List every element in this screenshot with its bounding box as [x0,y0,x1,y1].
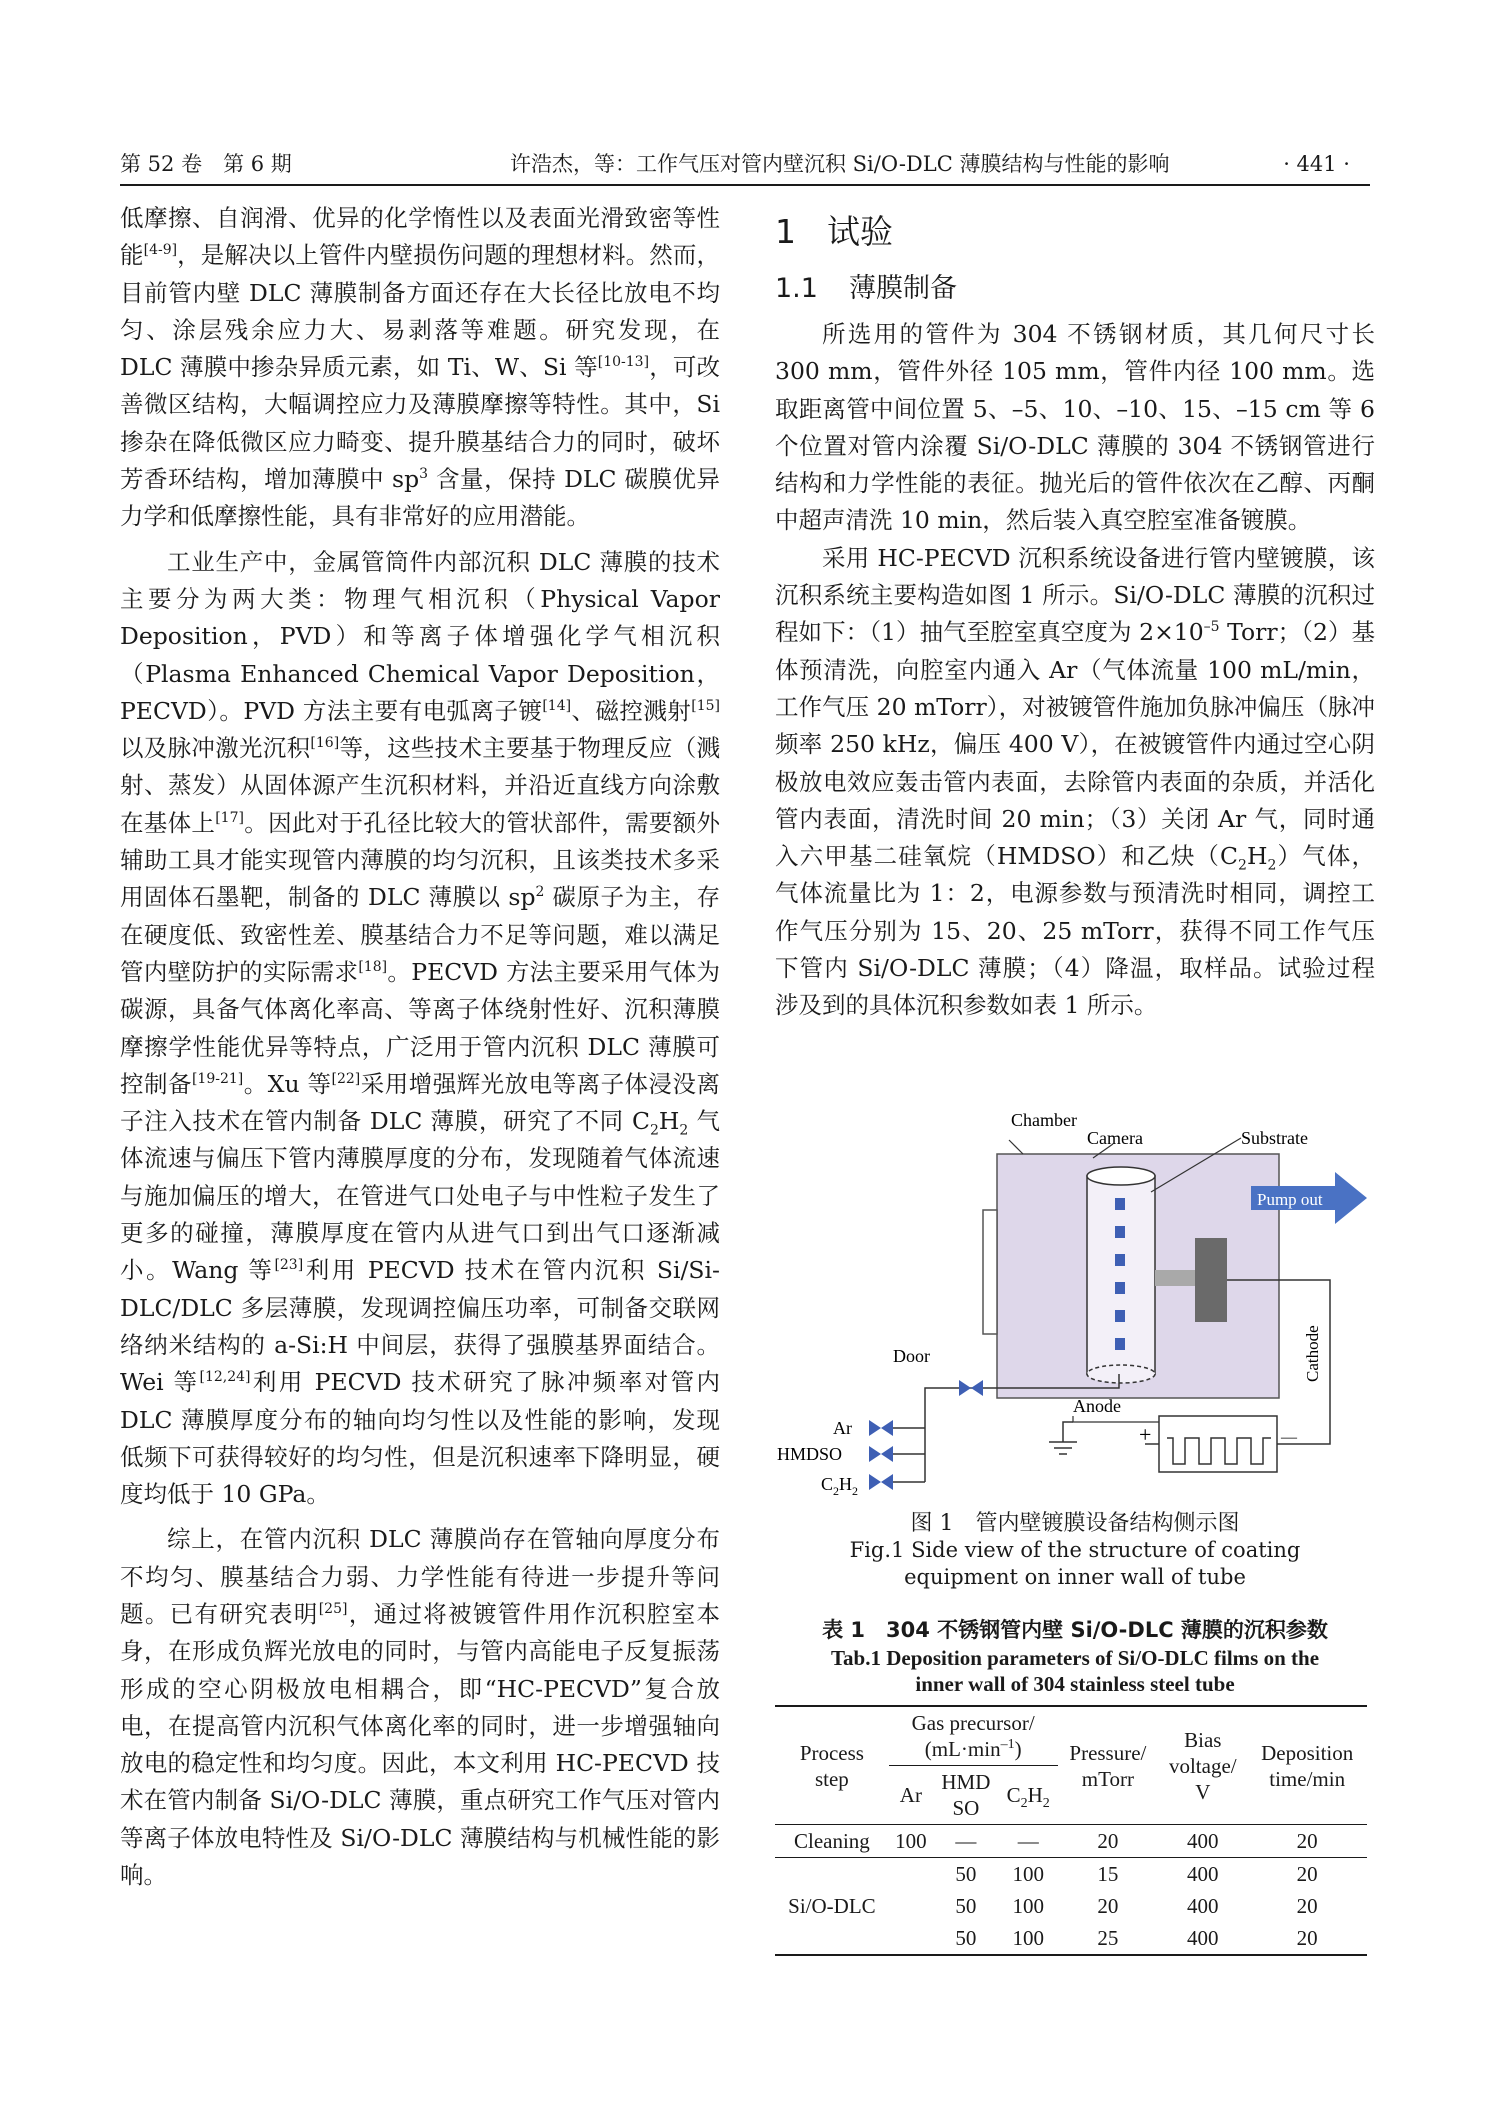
table-row [775,1858,1367,1891]
cell-hmdso: 50 [955,1894,977,1918]
hmdso-label: HMDSO [777,1444,843,1464]
journal-volume-issue: 第 52 卷 第 6 期 [120,152,292,176]
sample-dot [1115,1226,1125,1238]
cell-hmdso: 50 [933,1858,999,1891]
substrate-label: Substrate [1241,1128,1308,1148]
running-header [120,140,1370,186]
cell-c2h2: 100 [1012,1894,1044,1918]
sample-dot [1115,1254,1125,1266]
cathode-label: Cathode [1303,1325,1322,1382]
paragraph-summary: 综上，在管内沉积 DLC 薄膜尚存在管轴向厚度分布不均匀、膜基结合力弱、力学性能有待进一步提升等问题。已有研究表明[25]，通过将被镀管件用作沉积腔室本身，在形成负辉光放电的同时，与管内高能电子反复振荡形成的空心阴极放电相耦合，即“HC-PECVD”复合放电，在提高管内沉积气体离化率的同时，进一步增强轴向放电的稳定性和均匀度。因此，本文利用 HC-PECVD 技术在管内制备 Si/O-DLC 薄膜，重点研究工作气压对管内等离子体放电特性及 Si/O-DLC 薄膜结构与机械性能的影响。 [120,1525,721,1890]
table-caption-en-line2: inner wall of 304 stainless steel tube [915,1672,1235,1696]
table-1-caption [775,1615,1375,1697]
cell-bias: 400 [1158,1825,1247,1858]
door-label: Door [893,1346,930,1366]
deposition-parameters-table [775,1705,1367,1956]
table-header-row-1 [775,1706,1367,1766]
header-hmdso: HMD SO [941,1770,991,1820]
tube-bottom-edge [1087,1365,1155,1383]
cell-c2h2: — [999,1825,1058,1858]
paragraph-sample-prep: 所选用的管件为 304 不锈钢材质，其几何尺寸长 300 mm，管件外径 105 mm，管件内径 100 mm。选取距离管中间位置 5、–5、10、–10、15、–15 cm 等 6 个位置对管内涂覆 Si/O-DLC 薄膜的 304 不锈钢管进行结构和力学性能的表征。抛光后的管件依次在乙醇、丙酮中超声清洗 10 min，然后装入真空腔室准备镀膜。 [775,320,1375,535]
section-heading-1-1: 1.1 薄膜制备 [775,273,957,304]
table-caption-en-line1: Tab.1 Deposition parameters of Si/O-DLC films on the [830,1646,1320,1670]
tube-top-opening [1087,1167,1155,1185]
cell-ar [889,1922,933,1955]
cell-bias: 400 [1187,1894,1219,1918]
header-pressure: Pressure/ mTorr [1069,1740,1147,1791]
header-ar: Ar [899,1783,922,1807]
cell-pressure: 20 [1097,1894,1119,1918]
chamber-door [983,1210,997,1334]
c2h2-label: $C_2H_2$ [821,1474,859,1498]
table-row [775,1825,1367,1858]
cell-hmdso: — [933,1825,999,1858]
cell-step: Cleaning [775,1825,889,1858]
cell-ar [889,1890,933,1922]
main-valve-icon [959,1380,983,1396]
cell-ar [889,1858,933,1891]
substrate-holder [1195,1238,1227,1322]
figure-caption-cn: 图 1 管内壁镀膜设备结构侧示图 [910,1511,1240,1536]
cell-time: 20 [1296,1926,1318,1950]
ground-icon [1049,1442,1077,1454]
table-caption-cn: 表 1 304 不锈钢管内壁 Si/O-DLC 薄膜的沉积参数 [822,1618,1328,1642]
camera-label: Camera [1087,1128,1143,1148]
c2h2-valve-icon [869,1474,893,1490]
negative-terminal-label: — [1281,1429,1297,1446]
figure-caption-en-line2: equipment on inner wall of tube [904,1565,1246,1589]
sample-dot [1115,1338,1125,1350]
cell-ar: 100 [889,1825,933,1858]
figure-1-caption [775,1510,1375,1591]
substrate-connector [1155,1270,1195,1286]
paragraph-methods-review: 工业生产中，金属管筒件内部沉积 DLC 薄膜的技术主要分为两大类：物理气相沉积（Physical Vapor Deposition，PVD）和等离子体增强化学气相沉积（Plasma Enhanced Chemical Vapor Deposition，PECVD）。PVD 方法主要有电弧离子镀[14]、磁控溅射[15]以及脉冲激光沉积[16]等，这些技术主要基于物理反应（溅射、蒸发）从固体源产生沉积材料，并沿近直线方向涂敷在基体上[17]。因此对于孔径比较大的管状部件，需要额外辅助工具才能实现管内薄膜的均匀沉积，且该类技术多采用固体石墨靶，制备的 DLC 薄膜以 $sp^2$ 碳原子为主，存在硬度低、致密性差、膜基结合力不足等问题，难以满足管内壁防护的实际需求[18]。PECVD 方法主要采用气体为碳源，具备气体离化率高、等离子体绕射性好、沉积薄膜摩擦学性能优异等特点，广泛用于管内沉积 DLC 薄膜可控制备[19-21]。Xu 等[22]采用增强辉光放电等离子体浸没离子注入技术在管内制备 DLC 薄膜，研究了不同 $C_2H_2$ 气体流速与偏压下管内薄膜厚度的分布，发现随着气体流速与施加偏压的增大，在管进气口处电子与中性粒子发生了更多的碰撞，薄膜厚度在管内从进气口到出气口逐渐减小。Wang 等[23]利用 PECVD 技术在管内沉积 Si/Si-DLC/DLC 多层薄膜，发现调控偏压功率，可制备交联网络纳米结构的 a-Si:H 中间层，获得了强膜基界面结合。Wei 等[12,24]利用 PECVD 技术研究了脉冲频率对管内 DLC 薄膜厚度分布的轴向均匀性以及性能的影响，发现低频下可获得较好的均匀性，但是沉积速率下降明显，硬度均低于 10 GPa。 [120,547,721,1509]
equipment-diagram [775,1098,1375,1518]
cell-pressure: 20 [1058,1825,1159,1858]
cell-c2h2: 100 [1012,1926,1044,1950]
header-rule [120,184,1370,186]
cell-c2h2: 100 [999,1858,1058,1891]
header-c2h2: $C_2H_2$ [1006,1783,1050,1812]
cell-time: 20 [1296,1894,1318,1918]
left-column [120,200,720,1894]
right-column [775,200,1375,1025]
cell-hmdso: 50 [955,1926,977,1950]
figure-caption-en-line1: Fig.1 Side view of the structure of coating [849,1538,1301,1562]
ar-valve-icon [869,1420,893,1436]
cell-step: Si/O-DLC [775,1858,889,1956]
chamber-leader [1009,1140,1023,1154]
ar-label: Ar [833,1418,852,1438]
header-bias-voltage: Bias voltage/ V [1168,1727,1237,1804]
cell-bias: 400 [1187,1926,1219,1950]
cell-pressure: 15 [1058,1858,1159,1891]
page-number: · 441 · [1283,152,1350,176]
header-gas-precursor: Gas precursor/ $(mL\cdot\min^{-1})$ [889,1706,1058,1766]
section-heading-1: 1 试验 [775,212,893,251]
figure-1-schematic [775,1098,1375,1558]
anode-label: Anode [1073,1396,1121,1416]
ground-wire [1063,1422,1073,1442]
positive-terminal-label: + [1139,1422,1152,1447]
pump-out-label: Pump out [1257,1190,1323,1209]
running-title: 许浩杰，等：工作气压对管内壁沉积 Si/O-DLC 薄膜结构与性能的影响 [510,152,1170,176]
cell-pressure: 25 [1097,1926,1119,1950]
sample-dot [1115,1198,1125,1210]
chamber-label: Chamber [1011,1110,1077,1130]
sample-dot [1115,1282,1125,1294]
paragraph-intro-continued: 低摩擦、自润滑、优异的化学惰性以及表面光滑致密等性能[4-9]，是解决以上管件内壁损伤问题的理想材料。然而，目前管内壁 DLC 薄膜制备方面还存在大长径比放电不均匀、涂层残余应力大、易剥落等难题。研究发现，在 DLC 薄膜中掺杂异质元素，如 Ti、W、Si 等[10-13]，可改善微区结构，大幅调控应力及薄膜摩擦等特性。其中，Si 掺杂在降低微区应力畸变、提升膜基结合力的同时，破坏芳香环结构，增加薄膜中 $sp^3$ 含量，保持 DLC 碳膜优异力学和低摩擦性能，具有非常好的应用潜能。 [120,204,721,531]
header-process-step: Process step [799,1740,864,1791]
cell-time: 20 [1247,1858,1367,1891]
header-deposition-time: Deposition time/min [1261,1740,1354,1791]
hmdso-valve-icon [869,1446,893,1462]
paragraph-deposition-process: 采用 HC-PECVD 沉积系统设备进行管内壁镀膜，该沉积系统主要构造如图 1 所示。Si/O-DLC 薄膜的沉积过程如下：（1）抽气至腔室真空度为 $2\times 10^{-5}$ Torr；（2）基体预清洗，向腔室内通入 Ar（气体流量 100 mL/min，工作气压 20 mTorr），对被镀管件施加负脉冲偏压（脉冲频率 250 kHz，偏压 400 V），在被镀管件内通过空心阴极放电效应轰击管内表面，去除管内表面的杂质，并活化管内表面，清洗时间 20 min；（3）关闭 Ar 气，同时通入六甲基二硅氧烷（HMDSO）和乙炔$(C_2H_2)$气体，气体流量比为 1：2，电源参数与预清洗时相同，调控工作气压分别为 15、20、25 mTorr，获得不同工作气压下管内 Si/O-DLC 薄膜；（4）降温，取样品。试验过程涉及到的具体沉积参数如表 1 所示。 [775,543,1376,1020]
cell-bias: 400 [1158,1858,1247,1891]
sample-dot [1115,1310,1125,1322]
cell-time: 20 [1247,1825,1367,1858]
